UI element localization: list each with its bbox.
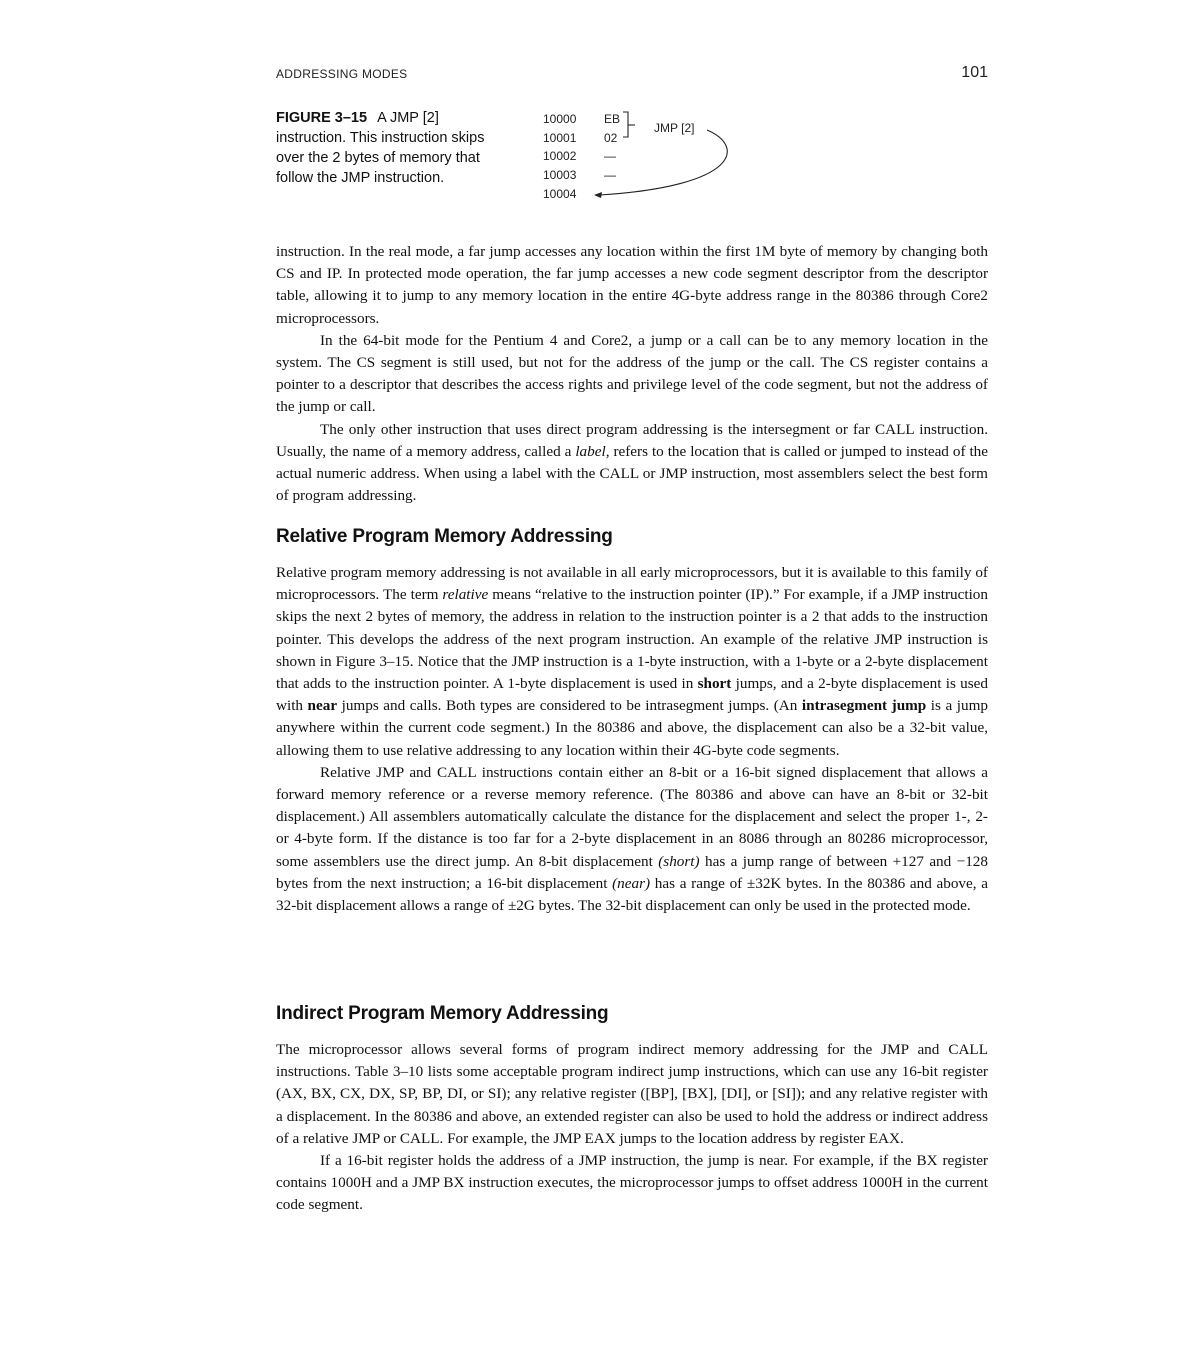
text-run: jumps and calls. Both types are considered to be intrasegment jumps. (An xyxy=(337,697,802,715)
memory-value: — xyxy=(604,168,616,182)
paragraph: The microprocessor allows several forms of program indirect memory addressing for the JMP and CALL instructions. Table 3–10 lists some acceptable program indirect jump instructions, which can use any 16-bit register (AX, BX, CX, DX, SP, BP, DI, or SI); any relative register ([BP], [BX], [DI], or [SI]); and any relative register with a displacement. In the 80386 and above, an extended register can also be used to hold the address or indirect address of a relative JMP or CALL. For example, the JMP EAX jumps to the location address by register EAX. xyxy=(276,1041,988,1147)
page-number: 101 xyxy=(961,64,988,81)
paragraph: If a 16-bit register holds the address of a JMP instruction, the jump is near. For example, if the BX register contains 1000H and a JMP BX instruction executes, the microprocessor jumps to offset address 1000H in the current code segment. xyxy=(276,1152,988,1214)
jump-arrow-head xyxy=(594,192,602,198)
figure-caption xyxy=(276,108,506,188)
italic-term: (near) xyxy=(612,874,651,892)
figure-caption-text: A JMP [2] instruction. This instruction skips over the 2 bytes of memory that follow the JMP instruction. xyxy=(276,110,485,186)
text-run: has a range of ±32K bytes. In the 80386 and above, a 32-bit displacement allows a range of ±2G bytes. The 32-bit displacement can only be used in the protected mode. xyxy=(276,874,988,915)
body-block-indirect xyxy=(276,1039,988,1217)
bold-term: intrasegment jump xyxy=(801,697,927,715)
text-run: is a jump anywhere within the current code segment.) In the 80386 and above, the displacement can also be a 32-bit value, allowing them to use relative addressing to any location within their 4G-byte code segments. xyxy=(276,697,988,759)
paragraph xyxy=(276,562,988,762)
memory-address: 10000 xyxy=(543,112,577,126)
text-run: jumps, and a 2-byte displacement is used with xyxy=(276,675,988,715)
memory-value: 02 xyxy=(604,131,618,145)
paragraph: instruction. In the real mode, a far jump accesses any location within the first 1M byte of memory by changing both CS and IP. In protected mode operation, the far jump accesses a new code segment descriptor from the descriptor table, allowing it to jump to any memory location in the entire 4G-byte address range in the 80386 through Core2 microprocessors. xyxy=(276,243,988,327)
bold-term: near xyxy=(307,697,338,715)
memory-address: 10002 xyxy=(543,149,577,163)
memory-value: — xyxy=(604,149,616,163)
running-head-title: ADDRESSING MODES xyxy=(276,67,408,81)
italic-term: relative xyxy=(442,586,489,604)
section-heading: Indirect Program Memory Addressing xyxy=(276,1003,609,1024)
jmp-figure xyxy=(540,108,760,208)
memory-address: 10003 xyxy=(543,168,577,182)
text-run: refers to the location that is called or jumped to instead of the actual numeric address. When using a label with the CALL or JMP instruction, most assemblers select the best form of program addressing. xyxy=(276,442,988,505)
figure-label: FIGURE 3–15 xyxy=(276,110,368,126)
paragraph: In the 64-bit mode for the Pentium 4 and Core2, a jump or a call can be to any memory location in the system. The CS segment is still used, but not for the address of the jump or the call. The CS register contains a pointer to a descriptor that describes the access rights and privilege level of the code segment, but not the address of the jump or call. xyxy=(276,331,988,416)
text-run: has a jump range of between +127 and −128 bytes from the next instruction; a 16-bit displacement xyxy=(276,852,988,892)
section-heading: Relative Program Memory Addressing xyxy=(276,526,613,547)
running-head xyxy=(276,64,988,86)
body-block-direct xyxy=(276,241,988,507)
italic-term: label, xyxy=(575,442,610,460)
body-block-relative xyxy=(276,562,988,917)
memory-address: 10004 xyxy=(543,187,577,201)
text-run: Relative program memory addressing is not available in all early microprocessors, but it is available to this family of microprocessors. The term xyxy=(276,564,988,604)
text-run: Relative JMP and CALL instructions contain either an 8-bit or a 16-bit signed displacement that allows a forward memory reference or a reverse memory reference. (The 80386 and above can have an 8-bit or 32-bit displacement.) All assemblers automatically calculate the distance for the displacement and select the proper 1-, 2- or 4-byte form. If the distance is too far for a 2-byte displacement in an 8086 through an 80286 microprocessor, some assemblers use the direct jump. An 8-bit displacement xyxy=(276,763,988,870)
italic-term: (short) xyxy=(658,852,700,870)
jmp-label: JMP [2] xyxy=(654,121,695,135)
paragraph xyxy=(276,419,988,508)
memory-value: EB xyxy=(604,112,621,126)
text-run: The only other instruction that uses direct program addressing is the intersegment or far CALL instruction. Usually, the name of a memory address, called a xyxy=(276,420,988,460)
paragraph xyxy=(276,762,988,917)
memory-address: 10001 xyxy=(543,131,577,145)
bold-term: short xyxy=(697,675,732,693)
text-run: means “relative to the instruction pointer (IP).” For example, if a JMP instruction skips the next 2 bytes of memory, the address in relation to the instruction pointer is a 2 that adds to the instruction pointer. This develops the address of the next program instruction. An example of the relative JMP instruction is shown in Figure 3–15. Notice that the JMP instruction is a 1-byte instruction, with a 1-byte or a 2-byte displacement that adds to the instruction pointer. A 1-byte displacement is used in xyxy=(276,586,988,693)
